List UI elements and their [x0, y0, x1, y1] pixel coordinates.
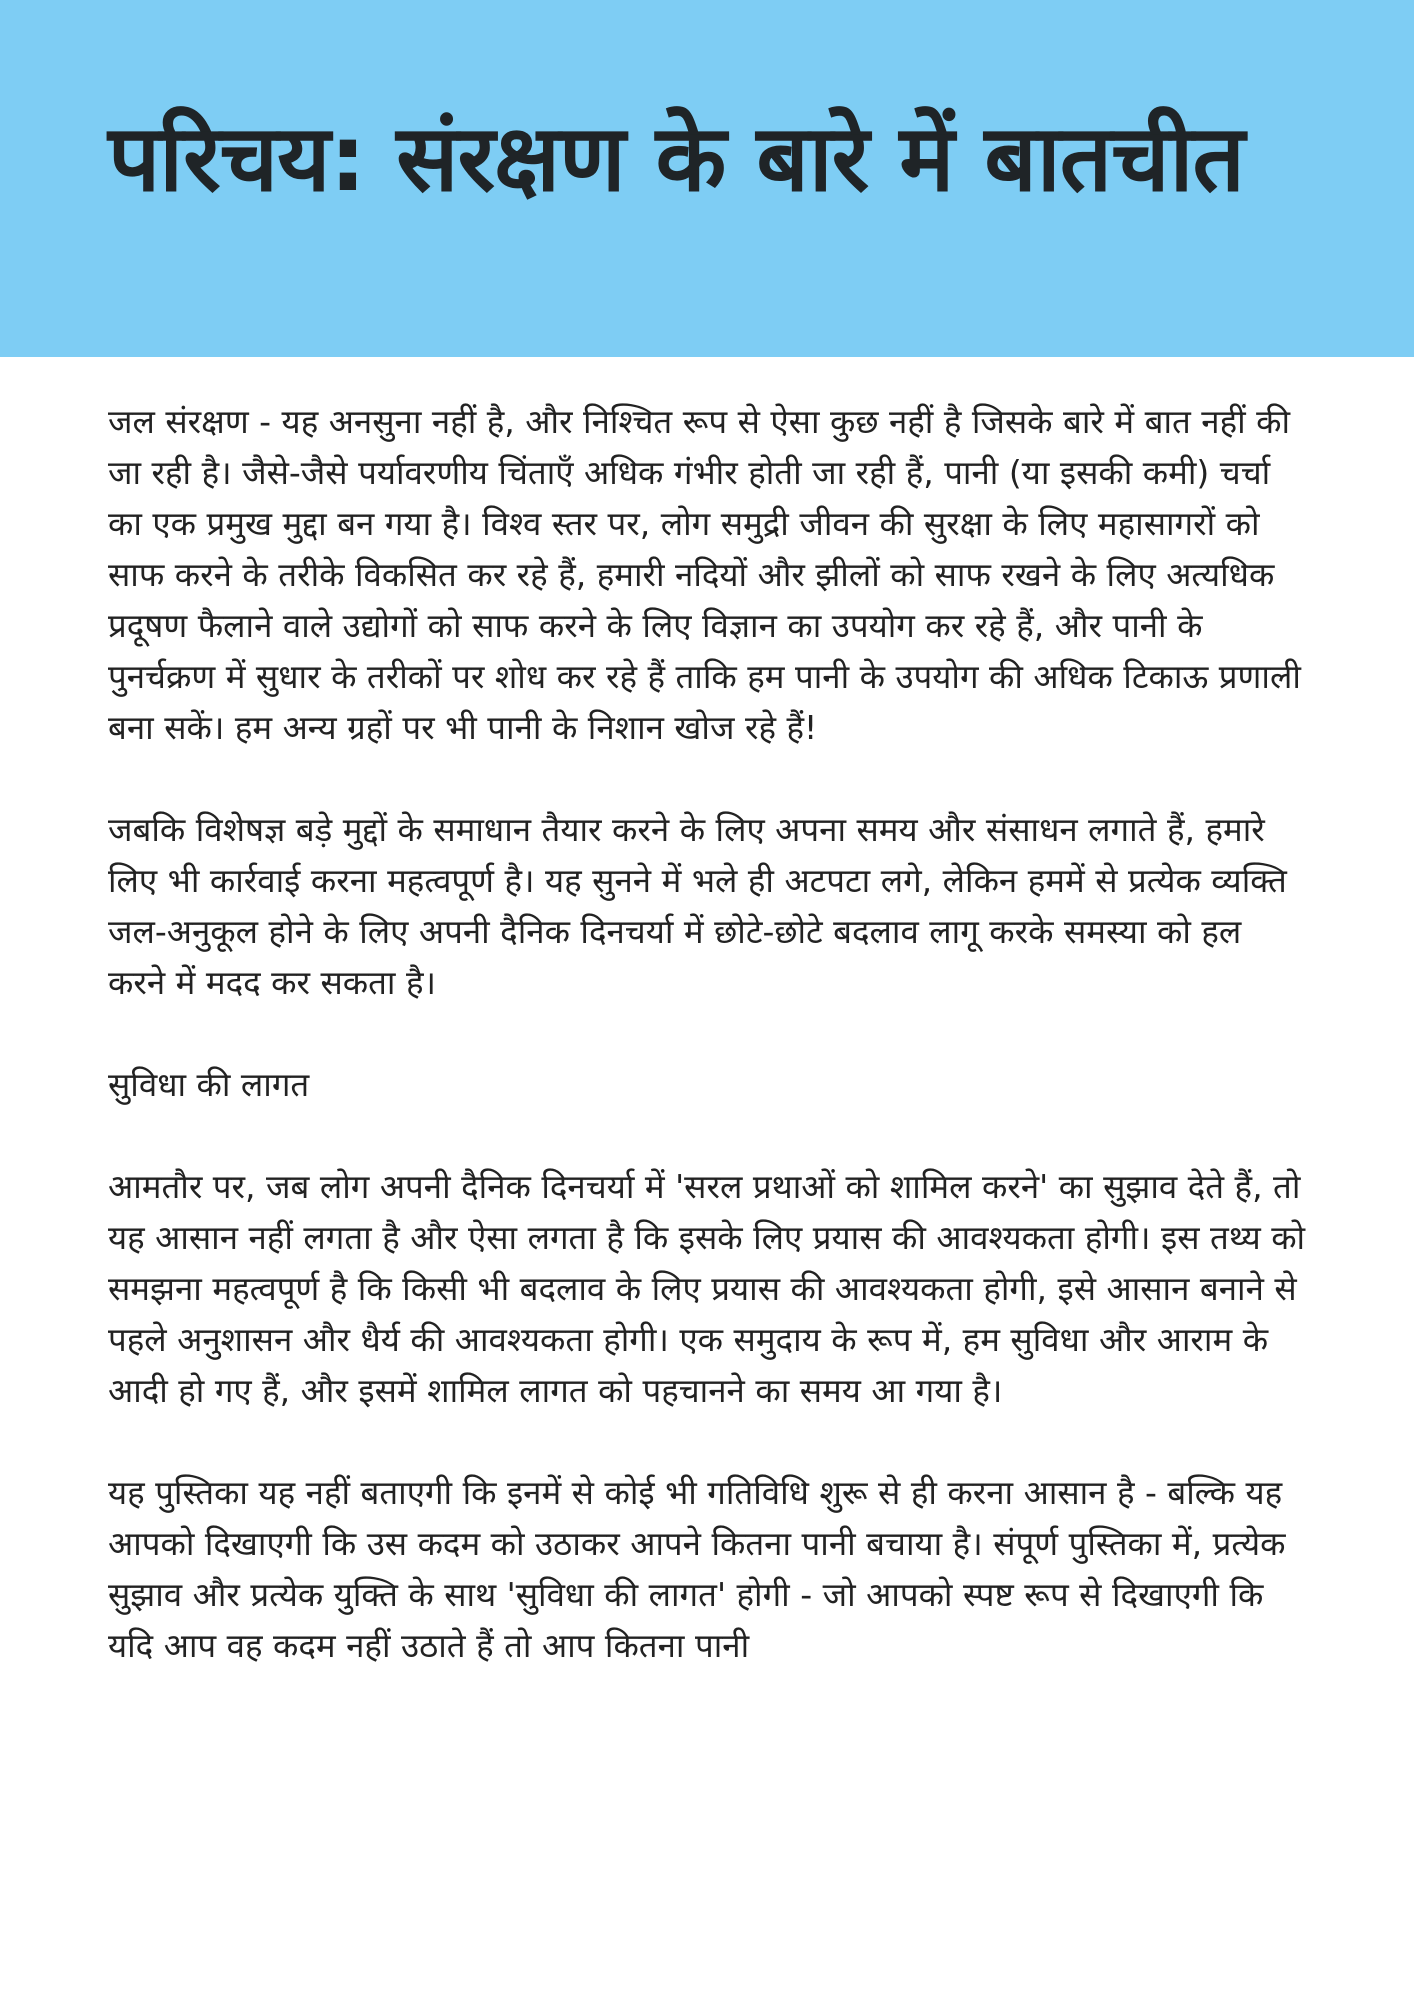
cost-paragraph-1: आमतौर पर, जब लोग अपनी दैनिक दिनचर्या में 'सरल प्रथाओं को शामिल करने' का सुझाव देते हैं, तो यह आसान नहीं लगता है और ऐसा लगता है कि इसके लिए प्रयास की आवश्यकता होगी। इस तथ्य को समझना महत्वपूर्ण है कि किसी भी बदलाव के लिए प्रयास की आवश्यकता होगी, इसे आसान बनाने से पहले अनुशासन और धैर्य की आवश्यकता होगी। एक समुदाय के रूप में, हम सुविधा और आराम के आदी हो गए हैं, और इसमें शामिल लागत को पहचानने का समय आ गया है। — [108, 1167, 1306, 1410]
section-heading-cost-of-convenience: सुविधा की लागत — [108, 1065, 310, 1104]
cost-paragraph-2: यह पुस्तिका यह नहीं बताएगी कि इनमें से कोई भी गतिविधि शुरू से ही करना आसान है - बल्कि यह आपको दिखाएगी कि उस कदम को उठाकर आपने कितना पानी बचाया है। संपूर्ण पुस्तिका में, प्रत्येक सुझाव और प्रत्येक युक्ति के साथ 'सुविधा की लागत' होगी - जो आपको स्पष्ट रूप से दिखाएगी कि यदि आप वह कदम नहीं उठाते हैं तो आप कितना पानी — [108, 1473, 1286, 1665]
intro-paragraph-1: जल संरक्षण - यह अनसुना नहीं है, और निश्चित रूप से ऐसा कुछ नहीं है जिसके बारे में बात नहीं की जा रही है। जैसे-जैसे पर्यावरणीय चिंताएँ अधिक गंभीर होती जा रही हैं, पानी (या इसकी कमी) चर्चा का एक प्रमुख मुद्दा बन गया है। विश्व स्तर पर, लोग समुद्री जीवन की सुरक्षा के लिए महासागरों को साफ करने के तरीके विकसित कर रहे हैं, हमारी नदियों और झीलों को साफ रखने के लिए अत्यधिक प्रदूषण फैलाने वाले उद्योगों को साफ करने के लिए विज्ञान का उपयोग कर रहे हैं, और पानी के पुनर्चक्रण में सुधार के तरीकों पर शोध कर रहे हैं ताकि हम पानी के उपयोग की अधिक टिकाऊ प्रणाली बना सकें। हम अन्य ग्रहों पर भी पानी के निशान खोज रहे हैं! — [108, 402, 1301, 747]
header-band — [0, 0, 1414, 357]
page-title: परिचय: संरक्षण के बारे में बातचीत — [108, 105, 1244, 212]
body-content — [108, 396, 1308, 1722]
intro-paragraph-2: जबकि विशेषज्ञ बड़े मुद्दों के समाधान तैयार करने के लिए अपना समय और संसाधन लगाते हैं, हमारे लिए भी कार्रवाई करना महत्वपूर्ण है। यह सुनने में भले ही अटपटा लगे, लेकिन हममें से प्रत्येक व्यक्ति जल-अनुकूल होने के लिए अपनी दैनिक दिनचर्या में छोटे-छोटे बदलाव लागू करके समस्या को हल करने में मदद कर सकता है। — [108, 810, 1287, 1002]
